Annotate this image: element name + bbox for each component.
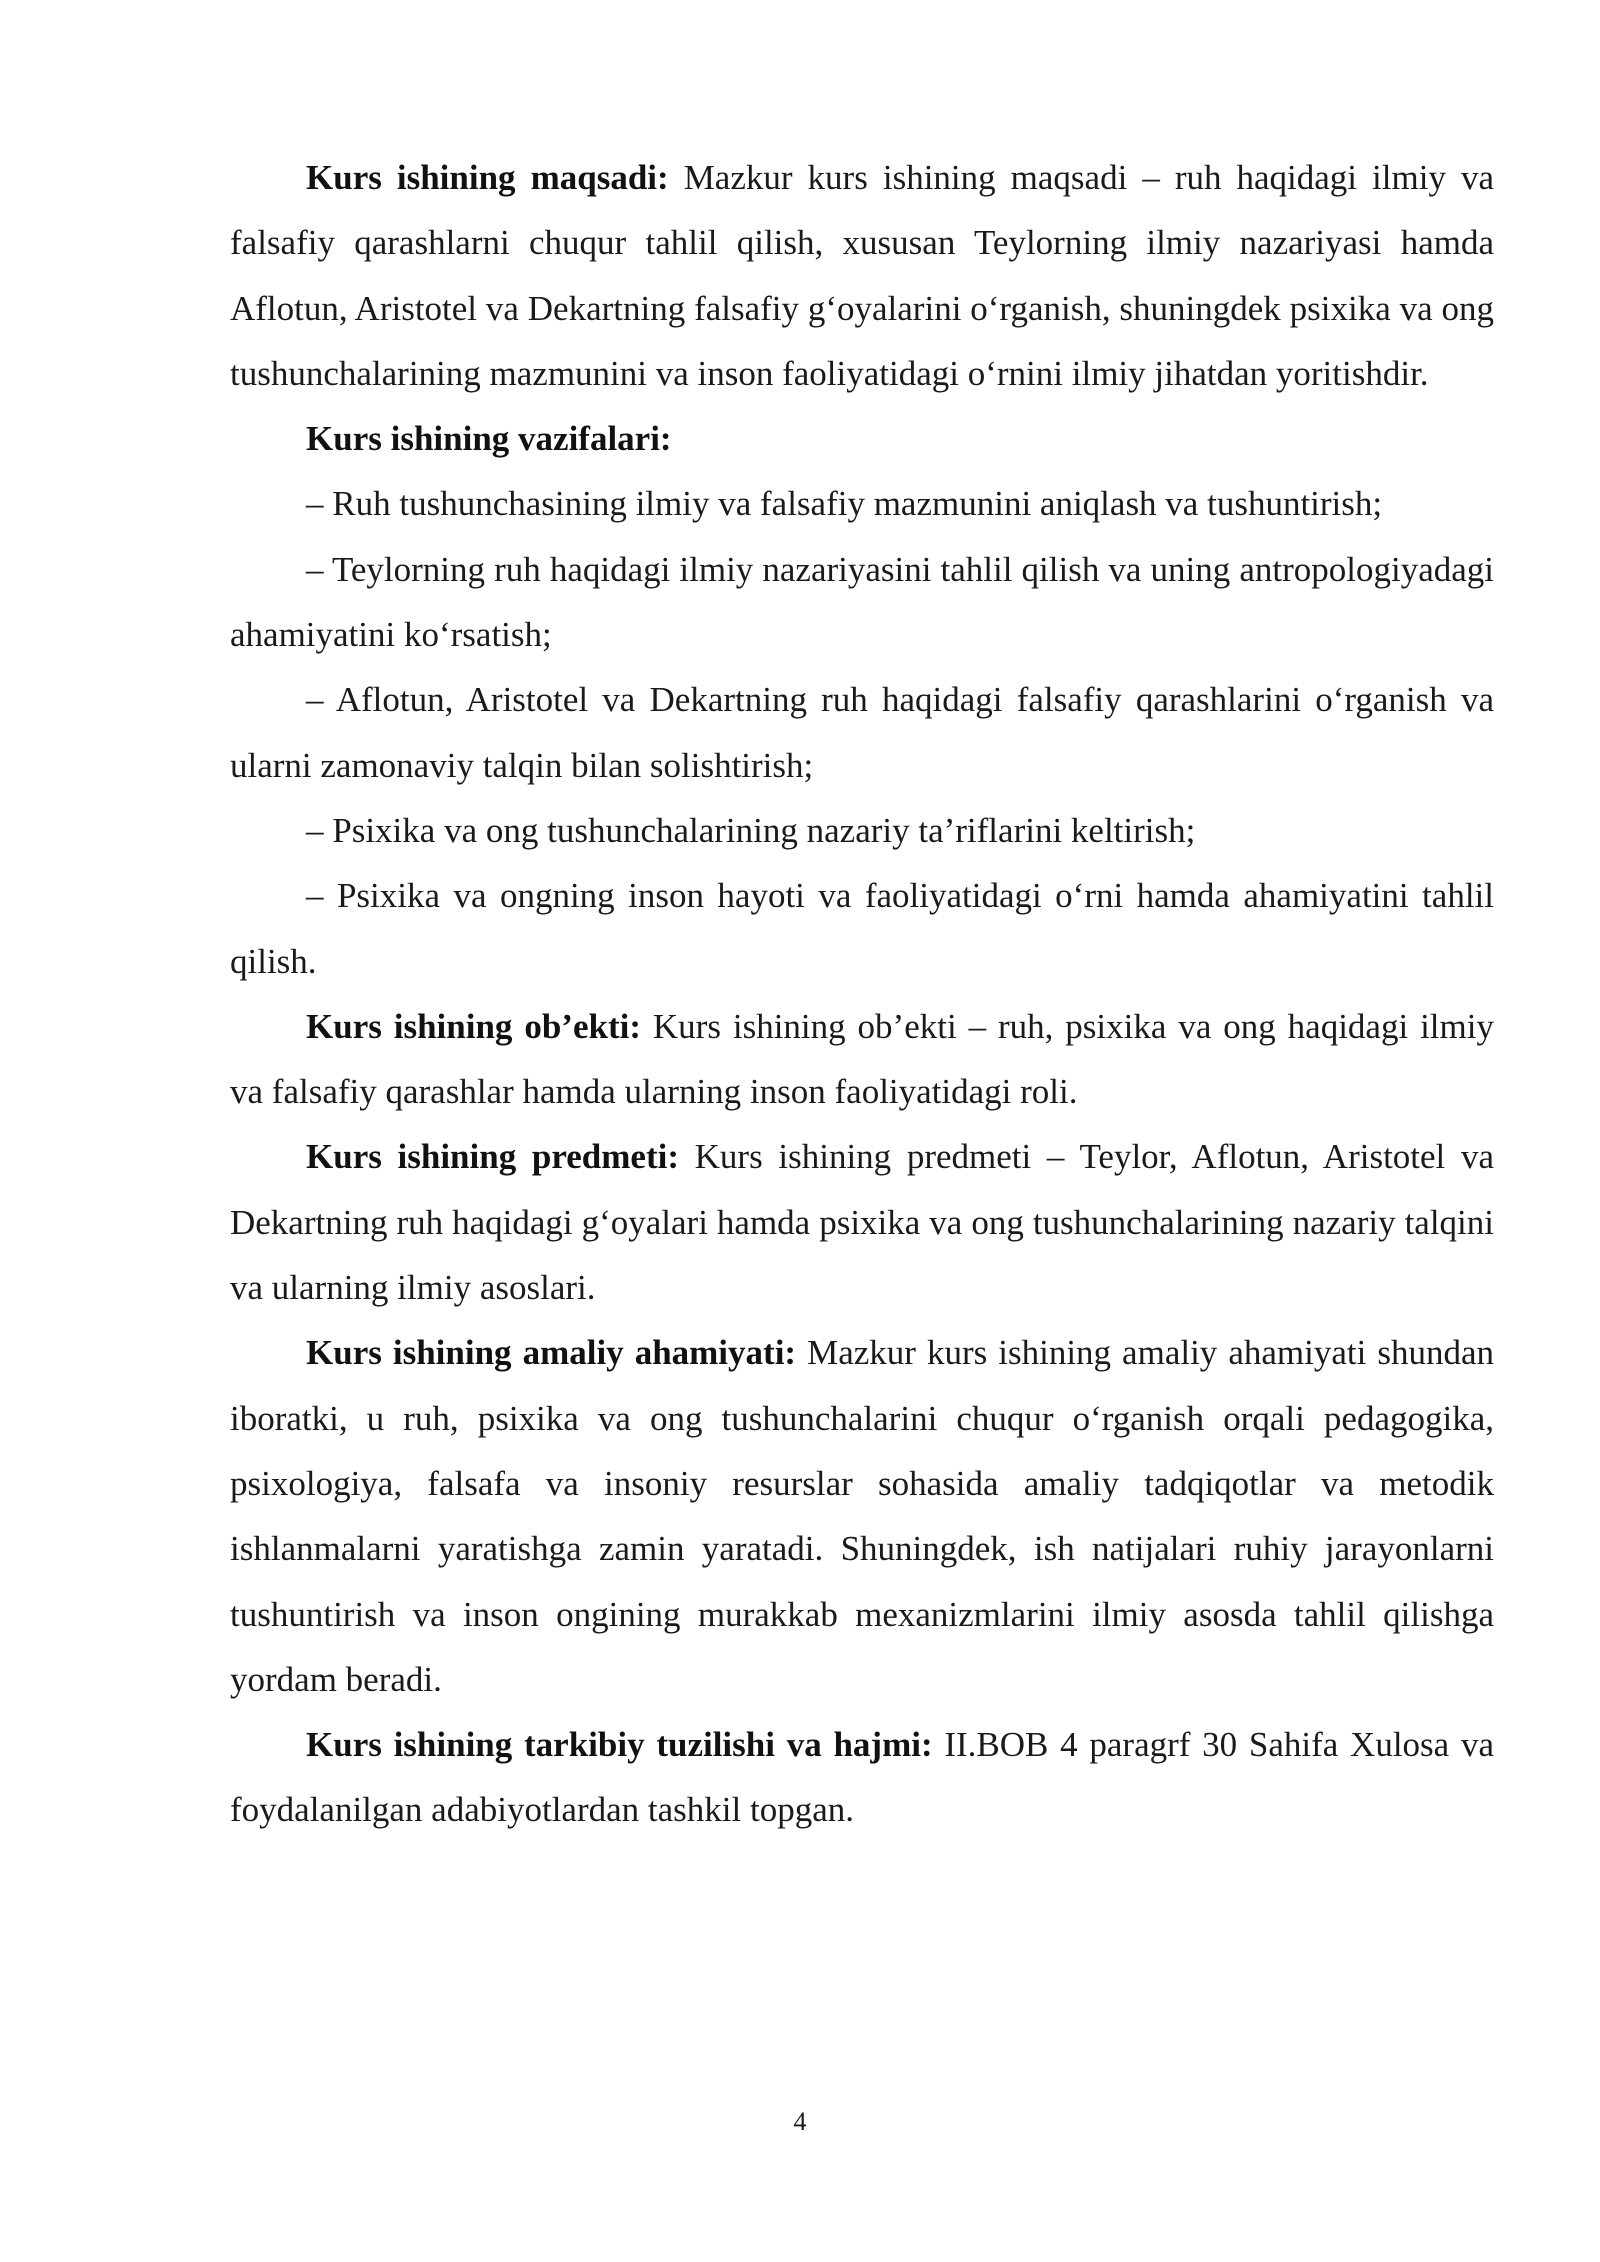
heading-vazifalari: Kurs ishining vazifalari: — [306, 419, 672, 459]
heading-predmeti: Kurs ishining predmeti: — [306, 1137, 679, 1177]
paragraph-amaliy — [230, 1320, 1494, 1712]
text-predmeti: Kurs ishining predmeti – Teylor, Aflotun, Aristotel va Dekartning ruh haqidagi g‘oyalari hamda psixika va ong tushunchalarining nazariy talqini va ularning ilmiy asoslari. — [230, 1137, 1494, 1308]
list-item: – Teylorning ruh haqidagi ilmiy nazariyasini tahlil qilish va uning antropologiyadagi ahamiyatini ko‘rsatish; — [230, 549, 1494, 655]
paragraph-maqsadi — [230, 145, 1494, 406]
heading-amaliy: Kurs ishining amaliy ahamiyati: — [306, 1333, 797, 1373]
text-obekti: Kurs ishining ob’ekti – ruh, psixika va ong haqidagi ilmiy va falsafiy qarashlar hamda ularning inson faoliyatidagi roli. — [230, 1006, 1494, 1112]
document-body — [230, 145, 1494, 1843]
paragraph-obekti — [230, 994, 1494, 1125]
heading-maqsadi: Kurs ishining maqsadi: — [306, 158, 669, 197]
heading-obekti: Kurs ishining ob’ekti: — [306, 1006, 641, 1046]
list-item: – Aflotun, Aristotel va Dekartning ruh haqidagi falsafiy qarashlarini o‘rganish va ularni zamonaviy talqin bilan solishtirish; — [230, 680, 1494, 785]
heading-tarkibiy: Kurs ishining tarkibiy tuzilishi va hajmi: — [306, 1725, 933, 1765]
list-item: – Psixika va ongning inson hayoti va faoliyatidagi o‘rni hamda ahamiyatini tahlil qilish. — [230, 876, 1494, 981]
paragraph-vazifalari-heading — [230, 406, 1494, 471]
list-item: – Ruh tushunchasining ilmiy va falsafiy mazmunini aniqlash va tushuntirish; — [306, 484, 1383, 524]
text-tarkibiy: II.BOB 4 paragrf 30 Sahifa Xulosa va foydalanilgan adabiyotlardan tashkil topgan. — [230, 1725, 1494, 1830]
page-number: 4 — [793, 2107, 807, 2136]
list-item: – Psixika va ong tushunchalarining nazariy ta’riflarini keltirish; — [306, 810, 1196, 850]
text-amaliy: Mazkur kurs ishining amaliy ahamiyati shundan iboratki, u ruh, psixika va ong tushunchalarini chuqur o‘rganish orqali pedagogika, psixologiya, falsafa va insoniy resurslar sohasida amaliy tadqiqotlar va metodik ishlanmalarni yaratishga zamin yaratadi. Shuningdek, ish natijalari ruhiy jarayonlarni tushuntirish va inson ongining murakkab mexanizmlarini ilmiy asosda tahlil qilishga yordam beradi. — [230, 1333, 1494, 1699]
text-maqsadi: Mazkur kurs ishining maqsadi – ruh haqidagi ilmiy va falsafiy qarashlarni chuqur tahlil qilish, xususan Teylorning ilmiy nazariyasi hamda Aflotun, Aristotel va Dekartning falsafiy g‘oyalarini o‘rganish, shuningdek psixika va ong tushunchalarining mazmunini va inson faoliyatidagi o‘rnini ilmiy jihatdan yoritishdir. — [230, 158, 1495, 393]
paragraph-predmeti — [230, 1124, 1494, 1320]
paragraph-tarkibiy — [230, 1712, 1494, 1843]
